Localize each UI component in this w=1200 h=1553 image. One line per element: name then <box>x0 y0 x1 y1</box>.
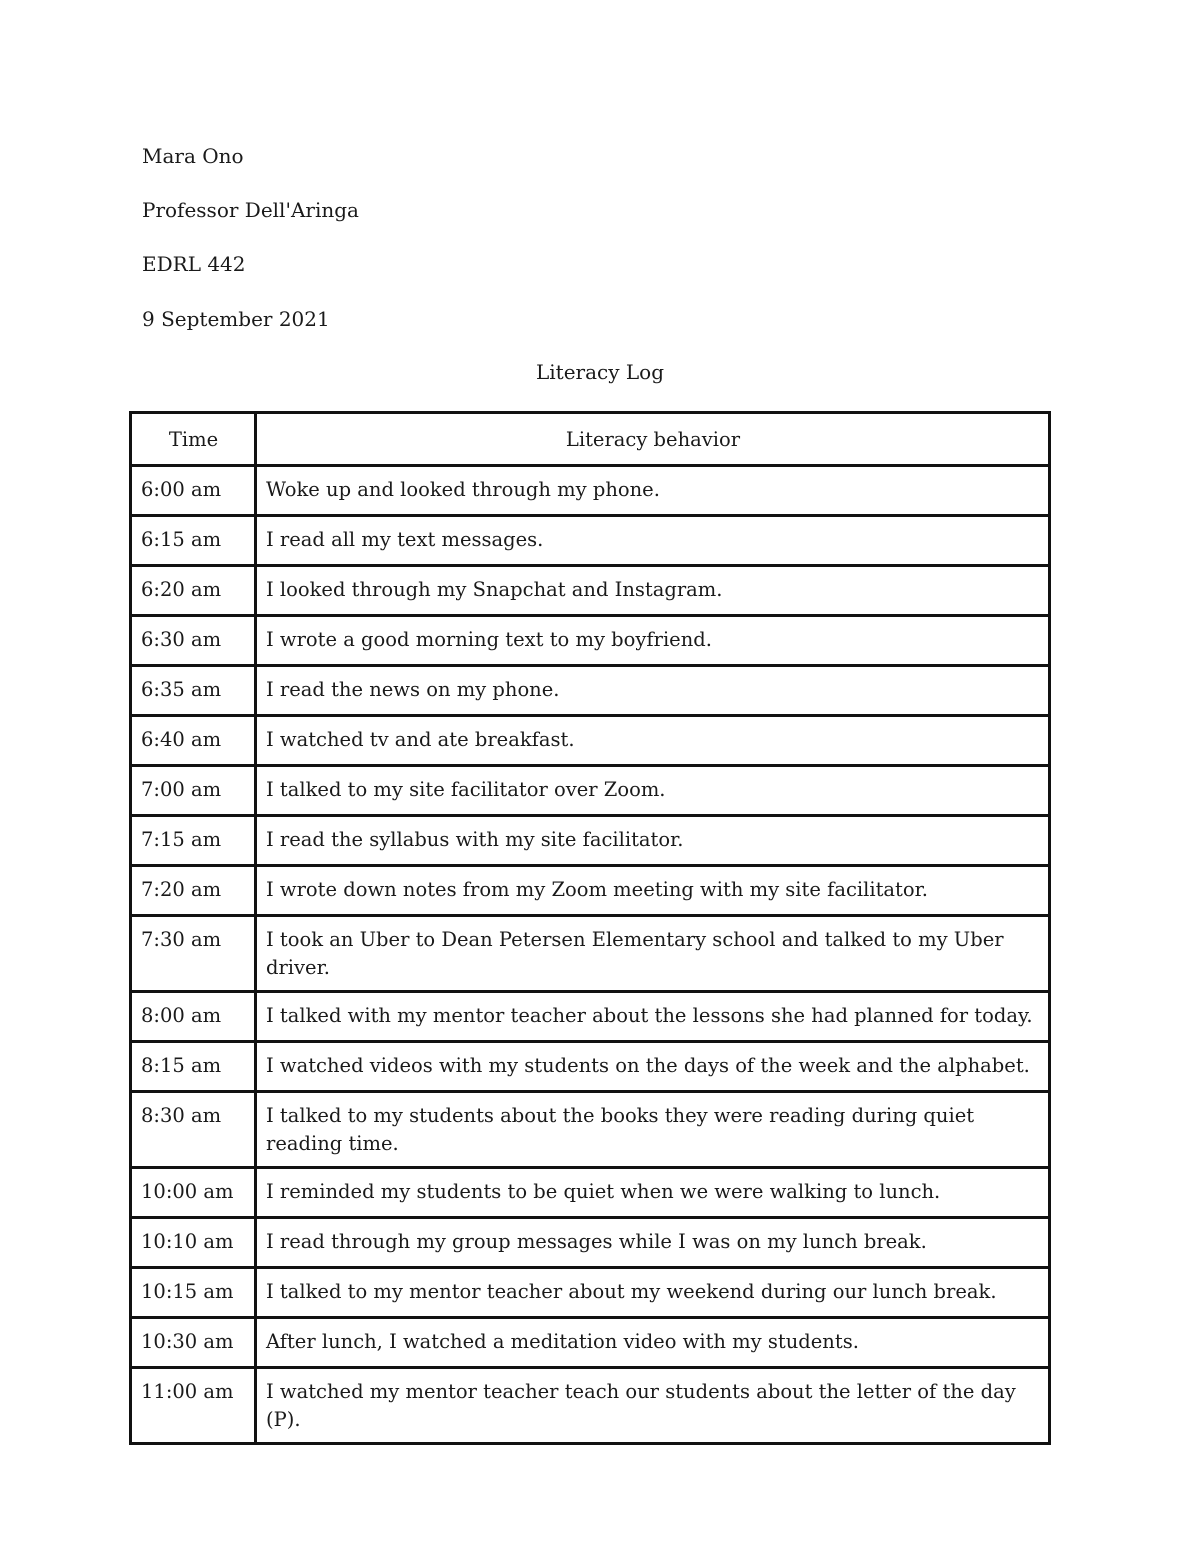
column-header-time: Time <box>131 413 256 466</box>
behavior-cell: Woke up and looked through my phone. <box>256 466 1050 516</box>
table-row <box>131 1368 1050 1444</box>
behavior-cell: I wrote down notes from my Zoom meeting with my site facilitator. <box>256 866 1050 916</box>
behavior-cell: I read the syllabus with my site facilitator. <box>256 816 1050 866</box>
behavior-cell: I wrote a good morning text to my boyfriend. <box>256 616 1050 666</box>
student-name: Mara Ono <box>142 144 244 168</box>
behavior-cell: I talked to my site facilitator over Zoom. <box>256 766 1050 816</box>
professor-name: Professor Dell'Aringa <box>142 198 359 222</box>
time-cell: 11:00 am <box>131 1368 256 1444</box>
table-row <box>131 616 1050 666</box>
behavior-cell: I looked through my Snapchat and Instagram. <box>256 566 1050 616</box>
behavior-cell: I read through my group messages while I was on my lunch break. <box>256 1218 1050 1268</box>
behavior-cell: I reminded my students to be quiet when we were walking to lunch. <box>256 1168 1050 1218</box>
behavior-cell: I talked to my mentor teacher about my weekend during our lunch break. <box>256 1268 1050 1318</box>
table-row <box>131 1092 1050 1168</box>
time-cell: 8:30 am <box>131 1092 256 1168</box>
time-cell: 8:15 am <box>131 1042 256 1092</box>
course-code: EDRL 442 <box>142 252 246 276</box>
table-row <box>131 1218 1050 1268</box>
behavior-cell: I watched tv and ate breakfast. <box>256 716 1050 766</box>
table-body <box>131 466 1050 1444</box>
time-cell: 6:15 am <box>131 516 256 566</box>
behavior-cell: I watched my mentor teacher teach our students about the letter of the day (P). <box>256 1368 1050 1444</box>
time-cell: 6:35 am <box>131 666 256 716</box>
table-row <box>131 516 1050 566</box>
table-row <box>131 766 1050 816</box>
literacy-log-table <box>129 411 1051 1445</box>
time-cell: 10:00 am <box>131 1168 256 1218</box>
table-row <box>131 866 1050 916</box>
table-row <box>131 1042 1050 1092</box>
time-cell: 10:10 am <box>131 1218 256 1268</box>
time-cell: 8:00 am <box>131 992 256 1042</box>
behavior-cell: After lunch, I watched a meditation video with my students. <box>256 1318 1050 1368</box>
time-cell: 6:00 am <box>131 466 256 516</box>
time-cell: 7:15 am <box>131 816 256 866</box>
table-row <box>131 566 1050 616</box>
column-header-behavior: Literacy behavior <box>256 413 1050 466</box>
behavior-cell: I took an Uber to Dean Petersen Elementary school and talked to my Uber driver. <box>256 916 1050 992</box>
behavior-cell: I talked to my students about the books they were reading during quiet reading time. <box>256 1092 1050 1168</box>
table-row <box>131 992 1050 1042</box>
time-cell: 7:30 am <box>131 916 256 992</box>
table-row <box>131 1268 1050 1318</box>
table-row <box>131 816 1050 866</box>
table-row <box>131 466 1050 516</box>
table-row <box>131 1318 1050 1368</box>
time-cell: 6:30 am <box>131 616 256 666</box>
time-cell: 10:15 am <box>131 1268 256 1318</box>
table-row <box>131 916 1050 992</box>
behavior-cell: I read the news on my phone. <box>256 666 1050 716</box>
table-row <box>131 666 1050 716</box>
table-header-row <box>131 413 1050 466</box>
time-cell: 6:40 am <box>131 716 256 766</box>
time-cell: 10:30 am <box>131 1318 256 1368</box>
time-cell: 6:20 am <box>131 566 256 616</box>
behavior-cell: I talked with my mentor teacher about the lessons she had planned for today. <box>256 992 1050 1042</box>
document-date: 9 September 2021 <box>142 307 330 331</box>
time-cell: 7:20 am <box>131 866 256 916</box>
table-row <box>131 716 1050 766</box>
time-cell: 7:00 am <box>131 766 256 816</box>
table-row <box>131 1168 1050 1218</box>
page-title: Literacy Log <box>535 360 665 384</box>
behavior-cell: I read all my text messages. <box>256 516 1050 566</box>
behavior-cell: I watched videos with my students on the days of the week and the alphabet. <box>256 1042 1050 1092</box>
